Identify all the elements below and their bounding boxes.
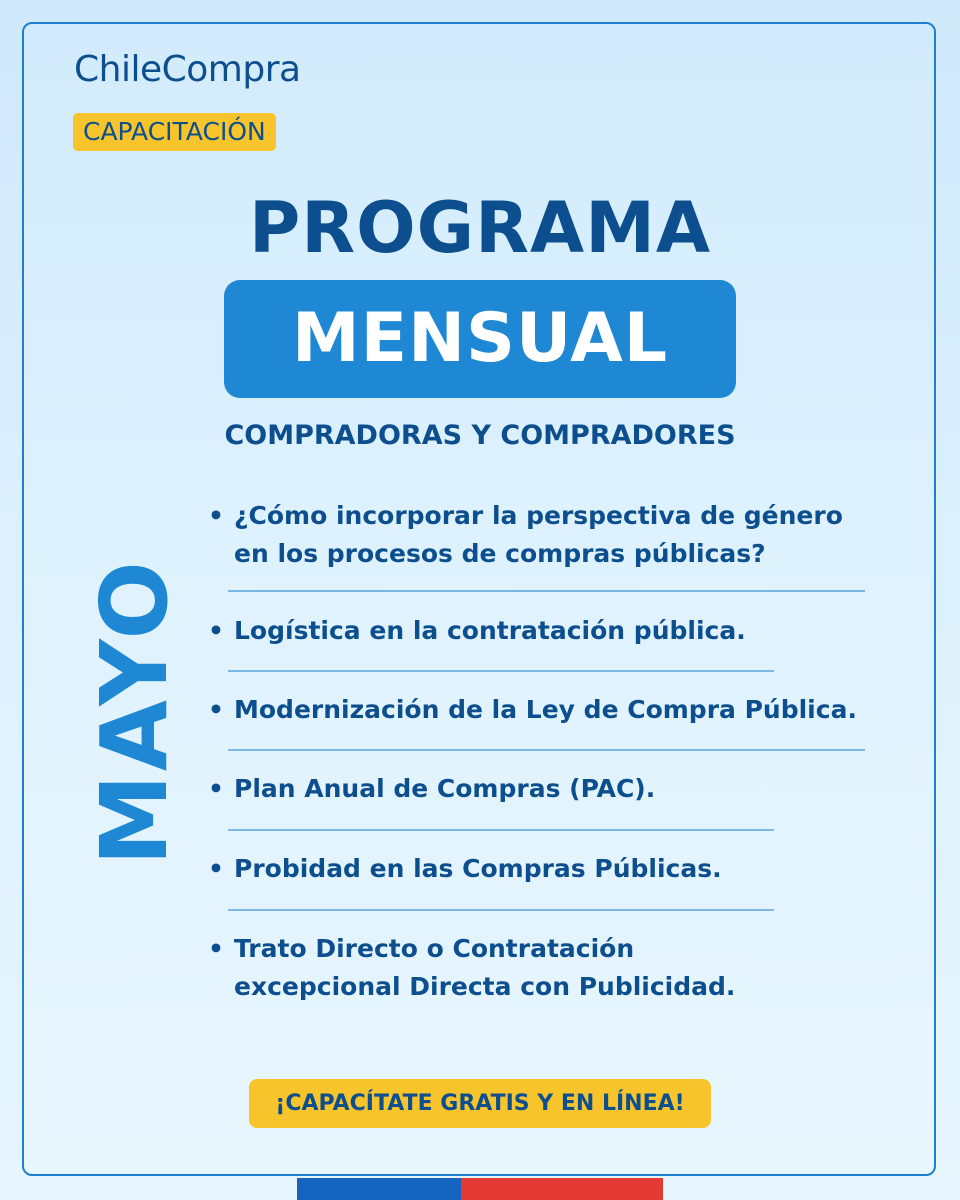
topic-line: ¿Cómo incorporar la perspectiva de género	[234, 501, 843, 530]
divider	[228, 909, 774, 911]
topic-item	[208, 770, 655, 808]
bullet-icon: •	[208, 934, 224, 963]
bullet-icon: •	[208, 774, 224, 803]
bullet-icon: •	[208, 616, 224, 645]
divider	[228, 590, 865, 592]
topic-item	[208, 930, 735, 1006]
month-label: MAYO	[81, 558, 188, 866]
flag-red-stripe	[461, 1178, 663, 1200]
divider	[228, 749, 865, 751]
topic-item	[208, 691, 857, 729]
topic-line: en los procesos de compras públicas?	[234, 539, 766, 568]
divider	[228, 670, 774, 672]
chilecompra-logo: ChileCompra	[74, 49, 301, 90]
cta-banner: ¡CAPACÍTATE GRATIS Y EN LÍNEA!	[249, 1079, 711, 1128]
topic-line: Logística en la contratación pública.	[234, 616, 746, 645]
topic-line: excepcional Directa con Publicidad.	[234, 972, 736, 1001]
bullet-icon: •	[208, 695, 224, 724]
divider	[228, 829, 774, 831]
capacitacion-badge: CAPACITACIÓN	[73, 113, 276, 151]
topic-line: Probidad en las Compras Públicas.	[234, 854, 722, 883]
topic-item	[208, 497, 843, 573]
bullet-icon: •	[208, 501, 224, 530]
topic-item	[208, 850, 722, 888]
audience-subtitle: COMPRADORAS Y COMPRADORES	[224, 420, 736, 451]
mensual-banner	[224, 280, 736, 398]
topic-line: Trato Directo o Contratación	[234, 934, 635, 963]
topic-item	[208, 612, 746, 650]
page-title: PROGRAMA	[248, 187, 712, 269]
bullet-icon: •	[208, 854, 224, 883]
flag-blue-stripe	[297, 1178, 461, 1200]
topic-line: Modernización de la Ley de Compra Pública.	[234, 695, 857, 724]
topic-line: Plan Anual de Compras (PAC).	[234, 774, 656, 803]
mensual-label: MENSUAL	[291, 299, 669, 378]
